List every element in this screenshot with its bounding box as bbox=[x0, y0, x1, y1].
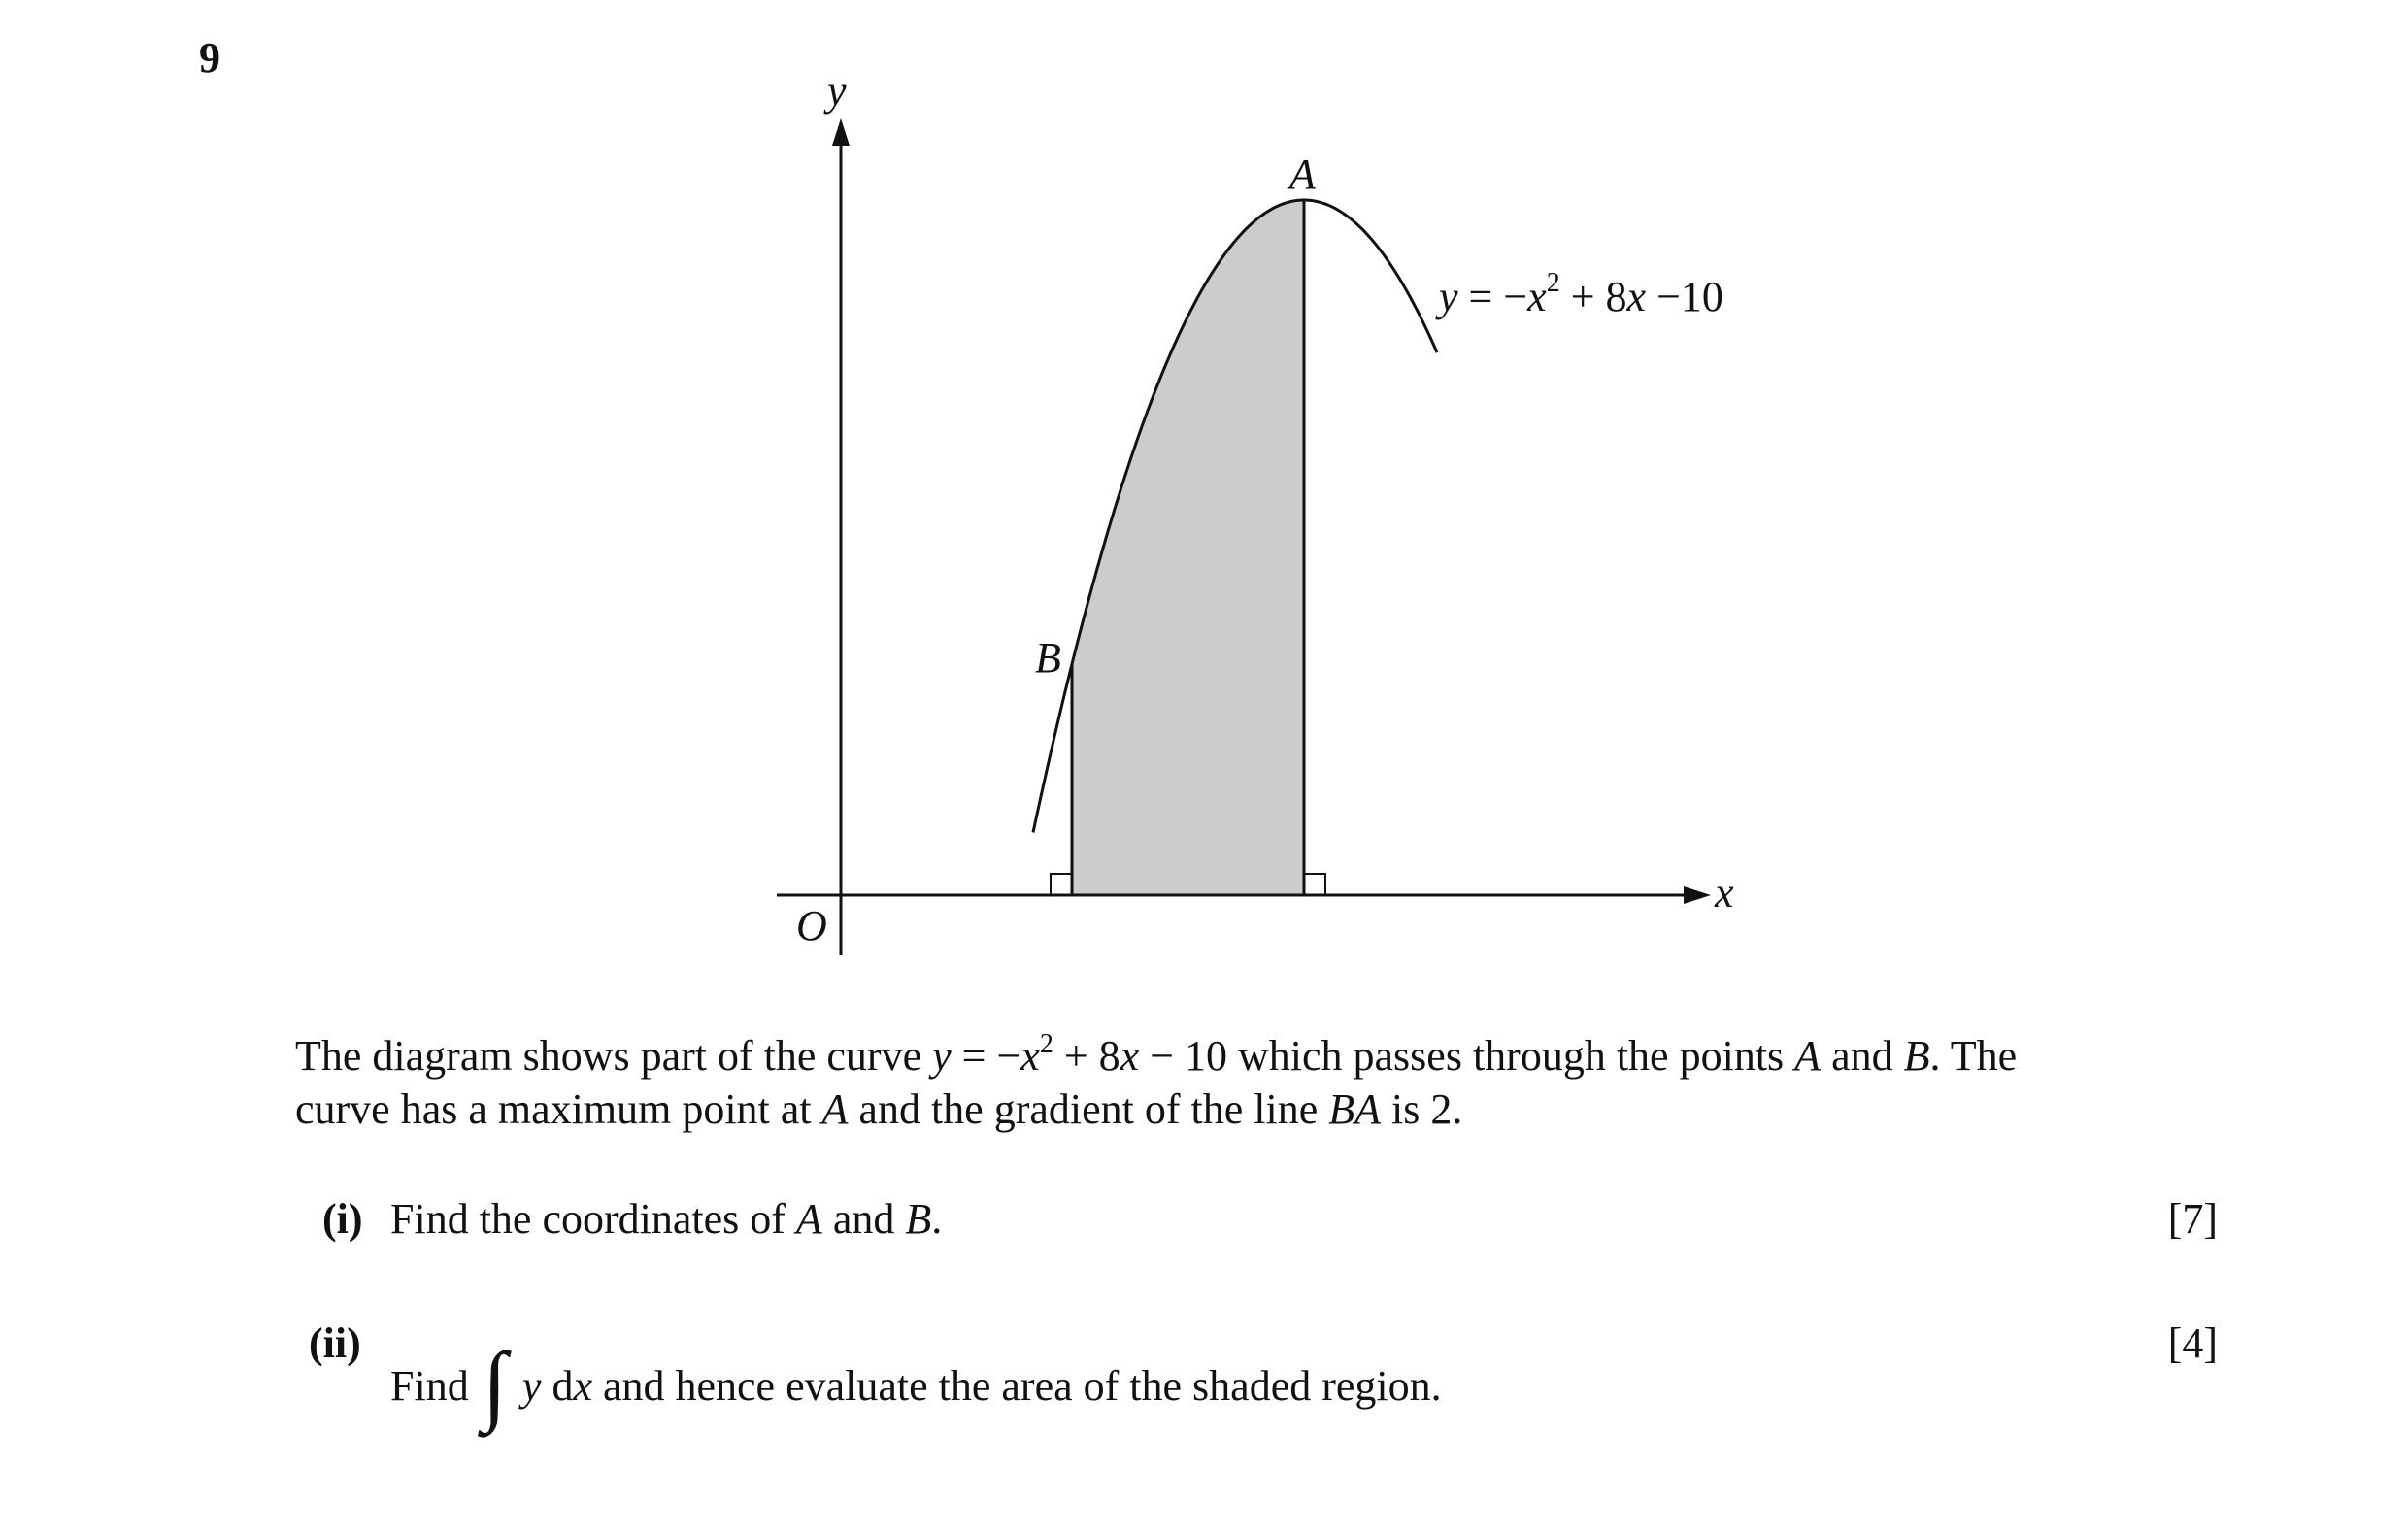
origin-label: O bbox=[796, 902, 827, 950]
part-i-marks: [7] bbox=[2167, 1195, 2218, 1243]
stem-line-1: The diagram shows part of the curve $y = -x^2 + 8x - 10$ which passes through the points A and B. The bbox=[295, 1029, 2018, 1080]
part-i bbox=[0, 1194, 2408, 1252]
question-number: 9 bbox=[199, 34, 220, 82]
part-ii-text: Find ∫ y dx and hence evaluate the area of the shaded region. bbox=[390, 1334, 1442, 1433]
curve-equation-label: $y = -x^2 + 8x -10$ bbox=[1439, 268, 1723, 320]
point-a-label: A bbox=[1289, 150, 1316, 198]
y-axis-arrowhead bbox=[832, 118, 850, 146]
integral-sign: ∫ bbox=[482, 1334, 507, 1433]
y-axis-label: y bbox=[827, 67, 847, 115]
x-axis-label: x bbox=[1715, 869, 1734, 916]
x-axis-arrowhead bbox=[1684, 886, 1711, 904]
part-ii-label: (ii) bbox=[309, 1319, 361, 1367]
stem-line-2: curve has a maximum point at A and the gradient of the line BA is 2. bbox=[295, 1085, 1463, 1133]
right-angle-marker-a bbox=[1304, 874, 1325, 895]
part-i-text: Find the coordinates of A and B. bbox=[390, 1195, 943, 1243]
shaded-region bbox=[1072, 200, 1304, 895]
part-ii bbox=[0, 1282, 2408, 1433]
part-i-label: (i) bbox=[322, 1195, 363, 1243]
point-b-label: B bbox=[1035, 634, 1061, 682]
right-angle-marker-b bbox=[1051, 874, 1072, 895]
question-stem bbox=[295, 1029, 2227, 1136]
part-ii-marks: [4] bbox=[2167, 1319, 2218, 1367]
